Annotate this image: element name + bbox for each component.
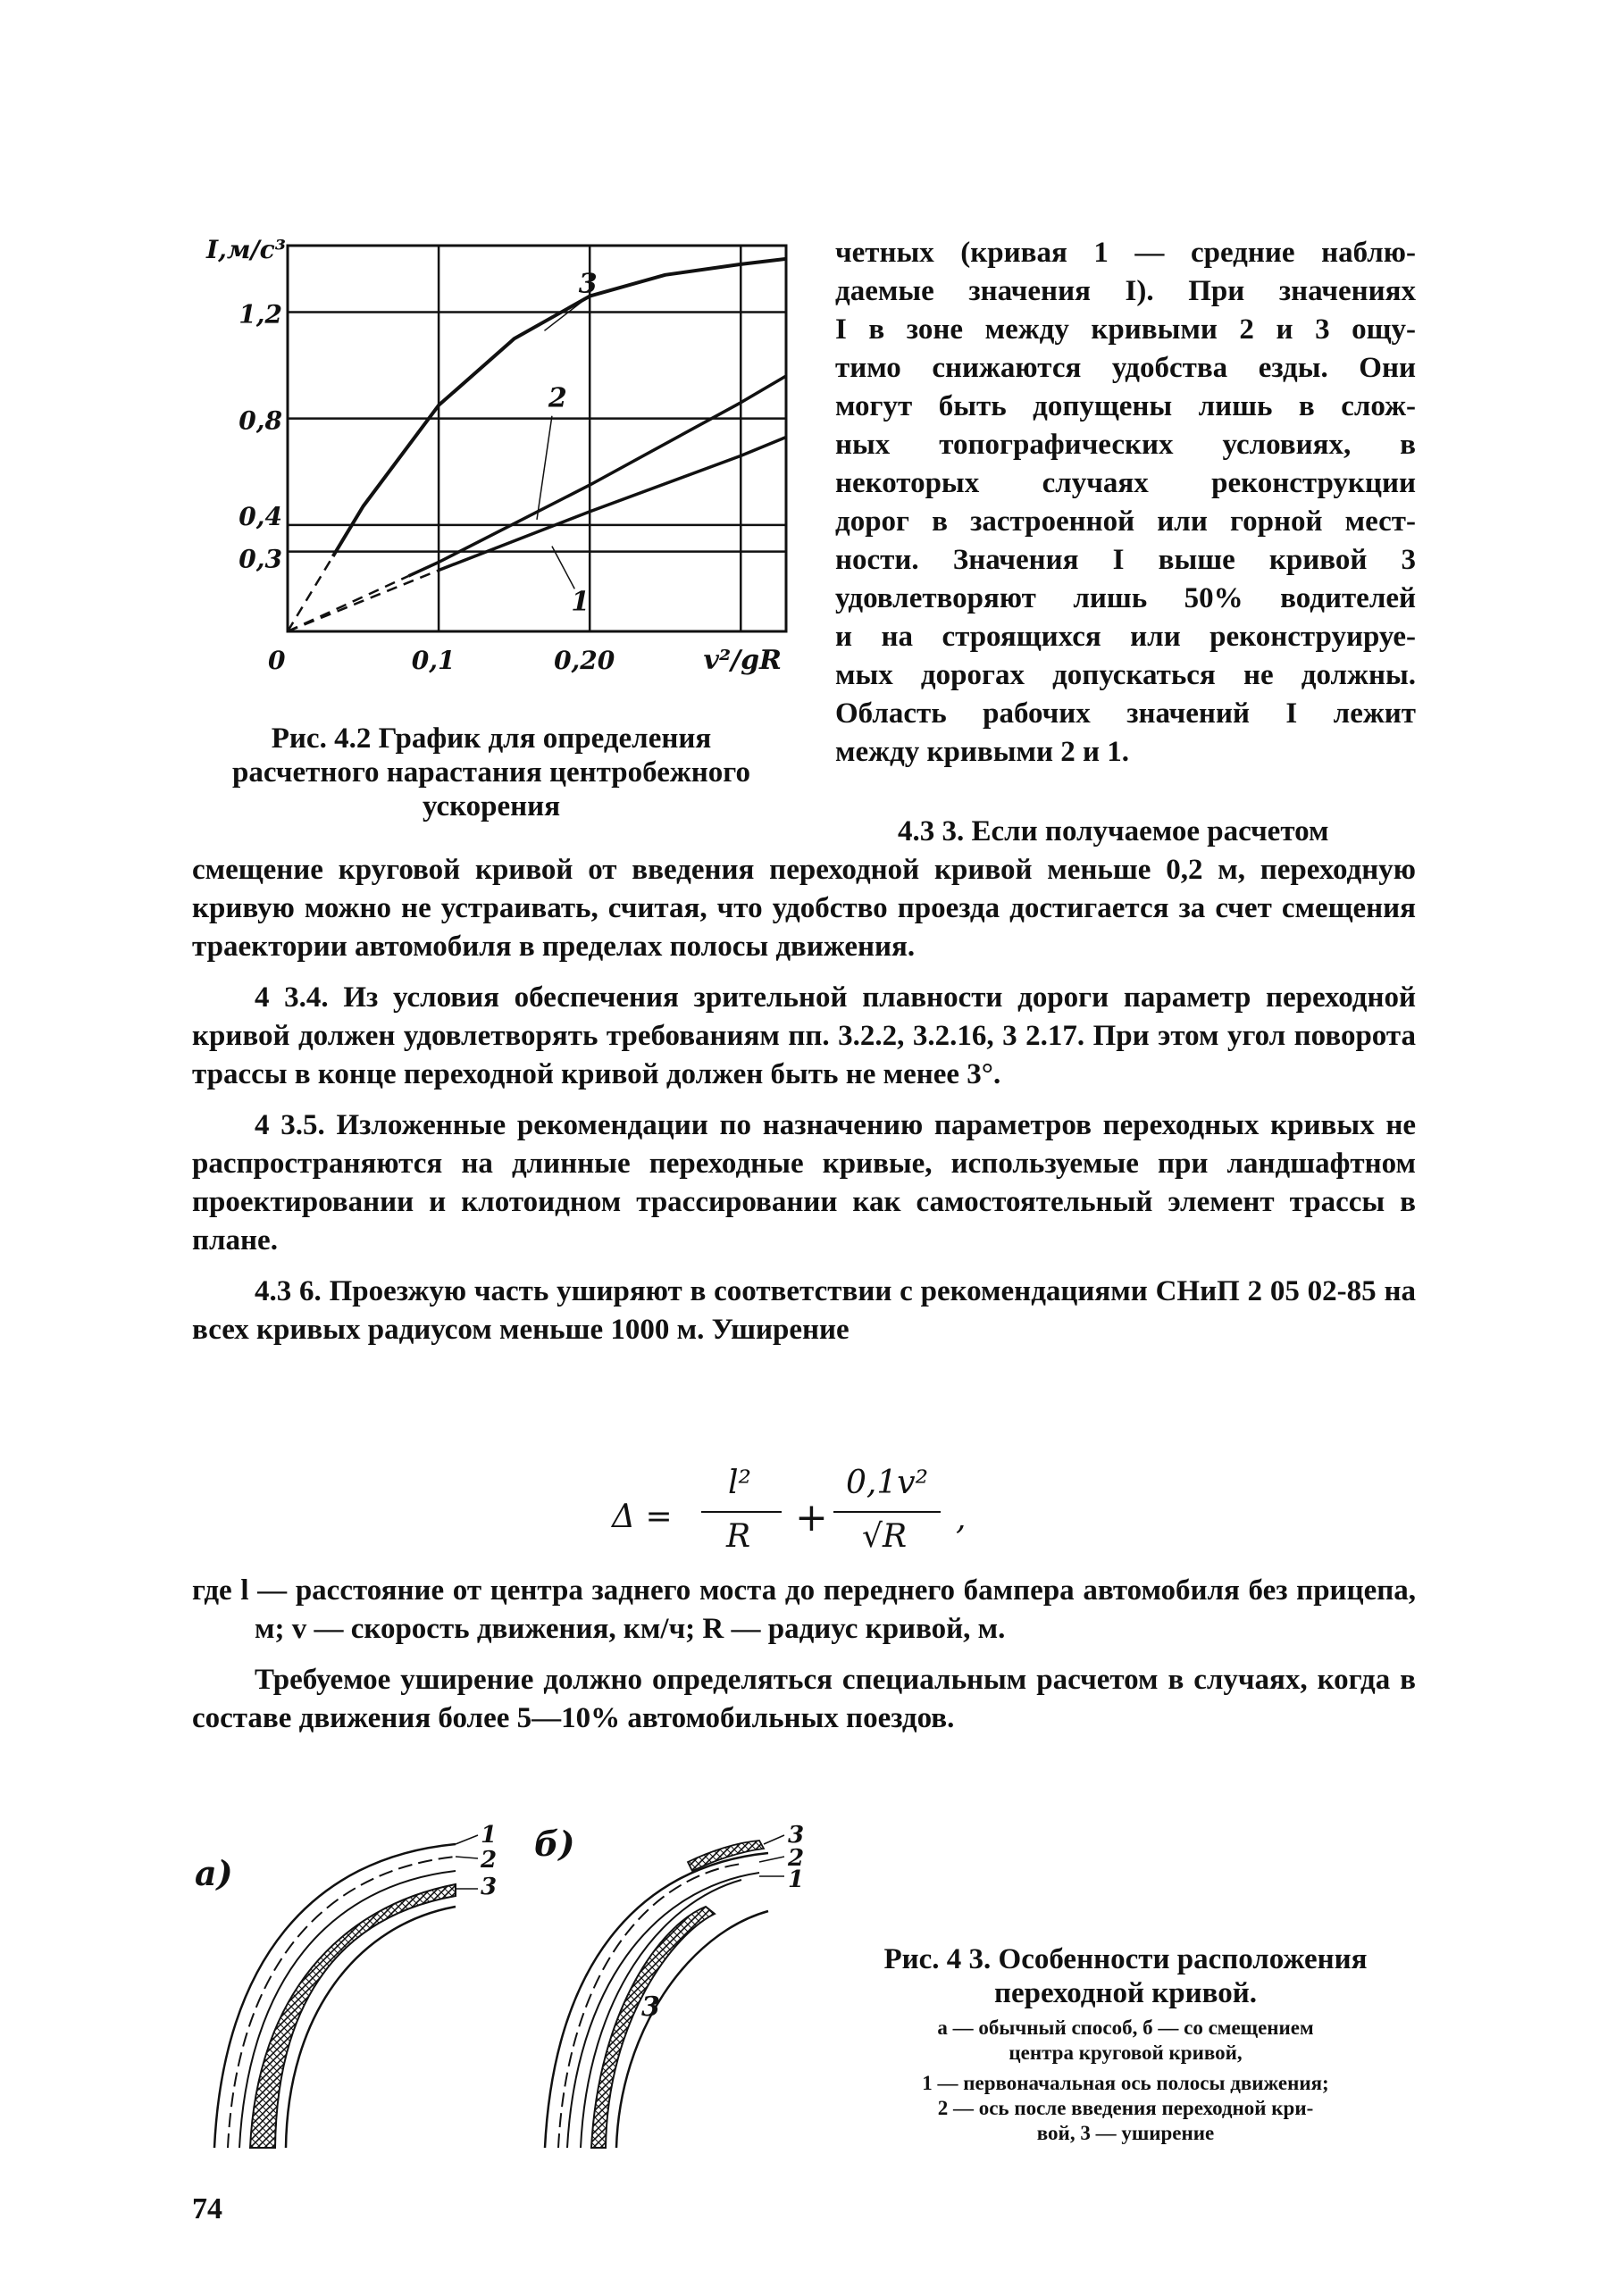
figure-4-3a-curve-label-1: 1 [481,1822,498,1849]
where-paragraph: где l — расстояние от центра заднего моста до переднего бампера автомобиля без прицепа, м; v — скорость движения, км/ч; R — радиус кривой, м. [192,1574,1416,1645]
paragraph-4-3-4: 4 3.4. Из условия обеспечения зрительной плавности дороги параметр переходной кривой должен удовлетворять требованиям пп. 3.2.2, 3.2.16, 3 2.17. При этом угол поворота трассы в конце переходной кривой должен быть не менее 3°. [192,981,1416,1090]
series-2-line [408,376,786,576]
figure-4-3b-curve-label-3: 3 [788,1822,805,1849]
right-column-line: Область рабочих значений I лежит [835,697,1416,730]
formula-den2: √R [862,1518,908,1555]
y-tick-label: 0,4 [239,501,282,531]
y-tick-label: 1,2 [239,299,282,330]
legend-line: 1 — первоначальная ось полосы движения; [922,2072,1329,2094]
paragraph-4-3-3: смещение круговой кривой от введения переходной кривой меньше 0,2 м, переходную кривую можно не устраивать, считая, что удобство проезда достигается за счет смещения траектории автомобиля в пределах полосы движения. [192,854,1416,963]
series-label-2: 2 [548,382,567,414]
x-axis-label: v²/gR [703,645,782,676]
right-column-line: некоторых случаях реконструкции [835,467,1416,499]
legend-line: 2 — ось после введения переходной кри- [937,2097,1314,2119]
figure-4-3b-inner-label: 3 [641,1991,660,2023]
series-label-1: 1 [571,586,590,618]
right-column-line: даемые значения I). При значениях [835,275,1416,307]
right-column-text [835,234,1416,772]
caption-line: переходной кривой. [993,1977,1257,2009]
figure-4-3-drawings [188,1817,831,2175]
caption-line: расчетного нарастания центробежного [232,756,750,789]
formula-num2: 0,1v² [846,1465,929,1501]
paragraph-requirement: Требуемое уширение должно определяться специальным расчетом в случаях, когда в составе движения более 5—10% автомобильных поездов. [192,1664,1416,1734]
figure-4-3b-curve-label-1: 1 [788,1866,805,1893]
figure-4-3b-curve-label-2: 2 [788,1845,805,1872]
legend-line: вой, 3 — уширение [1036,2122,1215,2144]
y-tick-label: 0,8 [239,405,282,436]
right-column-line: тимо снижаются удобства езды. Они [835,352,1416,384]
figure-4-2-chart [205,228,813,692]
formula-plus: + [795,1495,828,1540]
plot-frame [288,246,786,631]
formula-widening [612,1465,987,1572]
page-number: 74 [192,2192,222,2225]
figure-4-2-caption [188,722,795,823]
legend-line: центра круговой кривой, [1009,2041,1243,2064]
caption-line: Рис. 4 3. Особенности расположения [883,1943,1368,1975]
where-text [192,1572,1416,1738]
figure-4-3a [214,1835,478,2148]
right-column-line: ных топографических условиях, в [835,429,1416,461]
right-column-line: мых дорогах допускаться не должны. [835,659,1416,691]
right-column-line: I в зоне между кривыми 2 и 3 ощу- [835,313,1416,346]
figure-4-3b [545,1835,784,2148]
right-column-line: дорог в застроенной или горной мест- [835,505,1416,538]
legend-line: а — обычный способ, б — со смещением [937,2016,1314,2039]
paragraph-4-3-3-start: 4.3 3. Если получаемое расчетом [898,815,1329,847]
paragraph-4-3-6: 4.3 6. Проезжую часть уширяют в соответствии с рекомендациями СНиП 2 05 02-85 на всех кривых радиусом меньше 1000 м. Уширение [192,1275,1416,1346]
series-2-dashed [288,576,408,631]
right-column-line: удовлетворяют лишь 50% водителей [835,582,1416,614]
series-label-leader [544,302,582,331]
y-tick-label: 0,3 [239,544,282,574]
y-axis-label: I,м/с³ [205,235,286,264]
figure-4-3-caption [831,1942,1420,2146]
figure-4-3a-curve-label-3: 3 [481,1874,498,1900]
right-column-line: четных (кривая 1 — средние наблю- [835,237,1416,269]
x-tick-label: 0,1 [411,646,456,675]
formula-bar2 [833,1511,941,1513]
paragraph-4-3-5: 4 3.5. Изложенные рекомендации по назначению параметров переходных кривых не распространяются на длинные переходные кривые, используемые при ландшафтном проектировании и клотоидном трассировании как самостоятельный элемент трассы в плане. [192,1109,1416,1257]
series-label-3: 3 [578,268,598,300]
figure-4-3b-label: б) [534,1824,575,1864]
right-column-line: между кривыми 2 и 1. [835,736,1129,768]
figure-4-3a-curve-label-2: 2 [481,1847,498,1874]
caption-line: ускорения [422,790,561,822]
right-column-line: могут быть допущены лишь в слож- [835,390,1416,422]
caption-line: Рис. 4.2 График для определения [271,722,712,755]
series-1-line [439,438,786,571]
x-tick-label: 0,20 [554,646,615,675]
main-text-block [192,851,1416,1349]
formula-den1: R [726,1518,751,1555]
formula-bar1 [701,1511,782,1513]
formula-num1: l² [728,1465,751,1501]
formula-comma: , [956,1500,967,1537]
right-column-line: и на строящихся или реконструируе- [835,621,1416,653]
figure-4-3a-label: а) [195,1853,233,1893]
x-tick-label: 0 [268,646,286,675]
formula-lhs: Δ = [612,1499,673,1535]
right-column-line: ности. Значения I выше кривой 3 [835,544,1416,576]
